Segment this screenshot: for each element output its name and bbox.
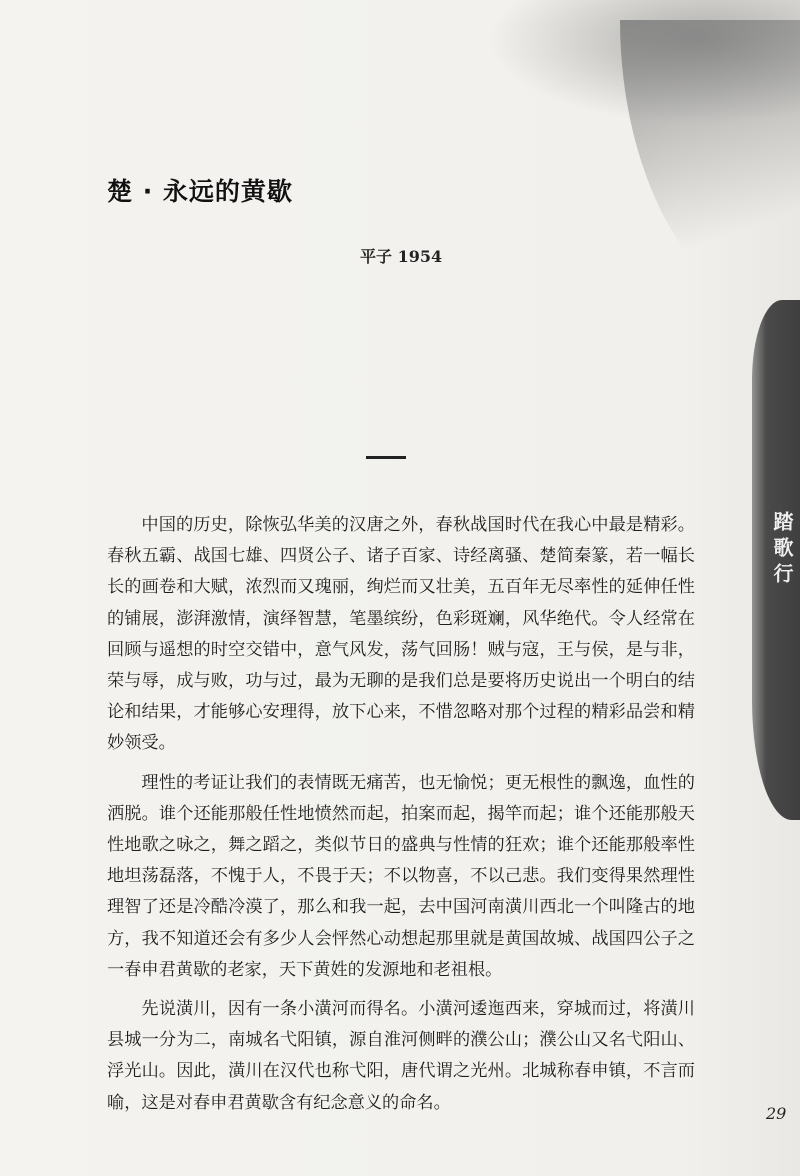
page-number: 29 — [766, 1104, 787, 1123]
section-number-one — [366, 456, 406, 459]
article-author: 平子 1954 — [360, 247, 443, 266]
paragraph: 理性的考证让我们的表情既无痛苦，也无愉悦；更无根性的飘逸，血性的洒脱。谁个还能那般任性地愤然而起，拍案而起，揭竿而起；谁个还能那般天性地歌之咏之，舞之蹈之，类似节日的盛典与性情的狂欢；谁个还能那般率性地坦荡磊落，不愧于人，不畏于天；不以物喜，不以己悲。我们变得果然理性理智了还是冷酷冷漠了，那么和我一起，去中国河南潢川西北一个叫隆古的地方，我不知道还会有多少人会怦然心动想起那里就是黄国故城、战国四公子之一春申君黄歇的老家，天下黄姓的发源地和老祖根。 — [107, 772, 695, 980]
article-title: 楚 · 永远的黄歇 — [107, 177, 293, 206]
paragraph: 先说潢川，因有一条小潢河而得名。小潢河逶迤西来，穿城而过，将潢川县城一分为二，南城名弋阳镇，源自淮河侧畔的濮公山；濮公山又名弋阳山、浮光山。因此，潢川在汉代也称弋阳，唐代谓之光州。北城称春申镇，不言而喻，这是对春申君黄歇含有纪念意义的命名。 — [107, 999, 695, 1113]
paragraph: 中国的历史，除恢弘华美的汉唐之外，春秋战国时代在我心中最是精彩。春秋五霸、战国七雄、四贤公子、诸子百家、诗经离骚、楚简秦篆，若一幅长长的画卷和大赋，浓烈而又瑰丽，绚烂而又壮美，五百年无尽率性的延伸任性的铺展，澎湃激情，演绎智慧，笔墨缤纷，色彩斑斓，风华绝代。令人经常在回顾与遥想的时空交错中，意气风发，荡气回肠！贼与寇，王与侯，是与非，荣与辱，成与败，功与过，最为无聊的是我们总是要将历史说出一个明白的结论和结果，才能够心安理得，放下心来，不惜忽略对那个过程的精彩品尝和精妙领受。 — [107, 515, 695, 754]
article-body — [107, 510, 695, 1119]
side-title: 踏歌行 — [770, 511, 794, 589]
